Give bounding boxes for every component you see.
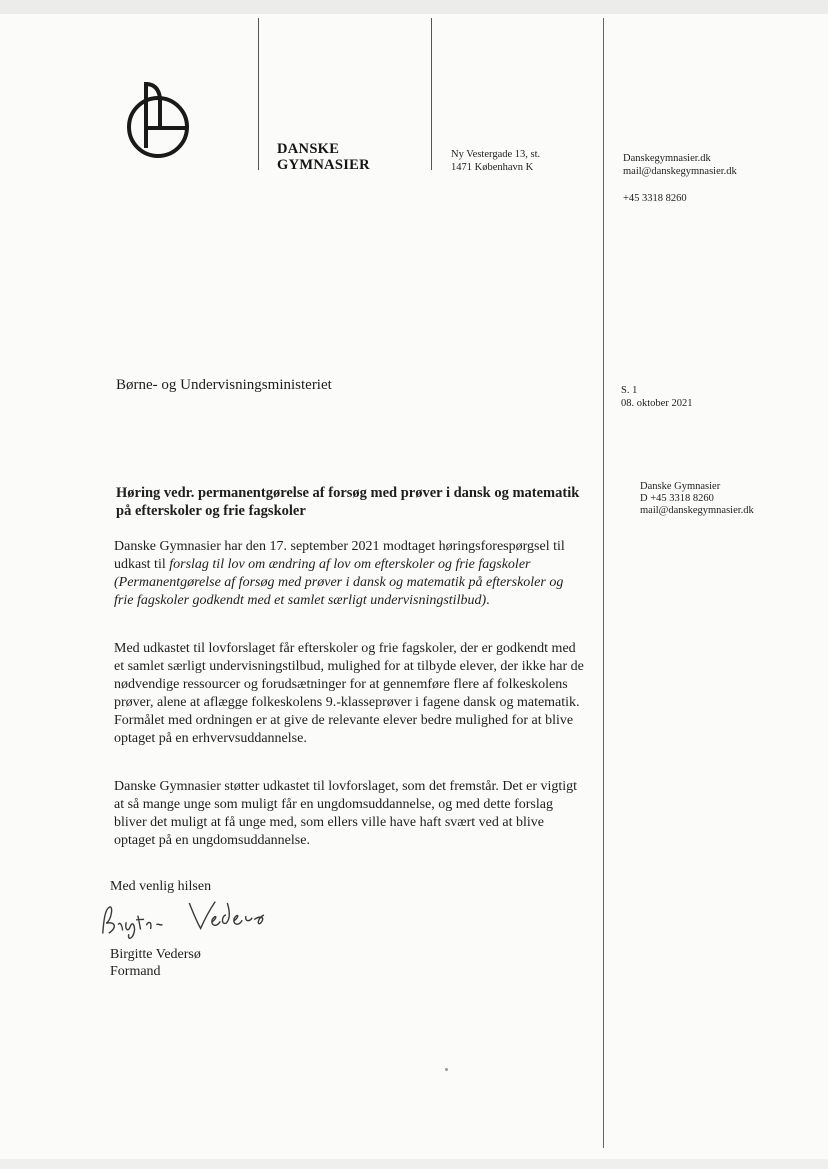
recipient: Børne- og Undervisningsministeriet xyxy=(116,377,332,393)
paragraph-1-end: . xyxy=(486,593,490,608)
sidebar-contact-name: Danske Gymnasier xyxy=(640,481,721,492)
sidebar-contact-email[interactable]: mail@danskegymnasier.dk xyxy=(640,505,754,516)
signature-drawing xyxy=(93,888,285,946)
danske-gymnasier-logo-icon xyxy=(118,78,190,168)
sidebar-rule xyxy=(603,18,604,1148)
signer-block xyxy=(110,946,201,980)
address-line1: Ny Vestergade 13, st. xyxy=(451,149,541,160)
address-line2: 1471 København K xyxy=(451,162,534,173)
sidebar-contact xyxy=(640,481,754,517)
scan-edge-top xyxy=(0,0,828,14)
letter-date: 08. oktober 2021 xyxy=(621,398,693,409)
letter-subject: Høring vedr. permanentgørelse af forsøg med prøver i dansk og matematik på efterskoler og frie fagskoler xyxy=(116,485,580,519)
header-rule-1 xyxy=(258,18,259,170)
signer-name: Birgitte Vedersø xyxy=(110,947,201,962)
header-rule-2 xyxy=(431,18,432,170)
email-link[interactable]: mail@danskegymnasier.dk xyxy=(623,166,737,177)
header-contact xyxy=(623,152,737,205)
handwritten-signature xyxy=(93,888,285,946)
paragraph-1 xyxy=(114,538,584,610)
org-name-line1: DANSKE xyxy=(277,141,340,157)
org-name-line2: GYMNASIER xyxy=(277,157,370,173)
signer-title: Formand xyxy=(110,964,161,979)
sidebar-contact-phone: D +45 3318 8260 xyxy=(640,493,714,504)
phone-number: +45 3318 8260 xyxy=(623,193,687,204)
website-link[interactable]: Danskegymnasier.dk xyxy=(623,153,711,164)
paragraph-1-lead: Danske Gymnasier har den 17. september 2021 modtaget høringsforespørgsel til udkast til xyxy=(114,539,565,572)
org-address xyxy=(451,148,540,174)
paragraph-1-bill-title: forslag til lov om ændring af lov om efterskoler og frie fagskoler (Permanentgørelse af forsøg med prøver i dansk og matematik på efterskoler og frie fagskoler godkendt med et samlet særligt undervisningstilbud) xyxy=(114,557,564,608)
page-number: S. 1 xyxy=(621,385,638,396)
org-name xyxy=(277,141,370,173)
page-meta xyxy=(621,384,692,410)
scan-speck xyxy=(445,1068,448,1071)
scan-edge-bottom xyxy=(0,1159,828,1169)
paragraph-3: Danske Gymnasier støtter udkastet til lovforslaget, som det fremstår. Det er vigtigt at så mange unge som muligt får en ungdomsuddannelse, og med dette forslag bliver det muligt at få unge med, som ellers ville have haft svært ved at blive optaget på en ungdomsuddannelse. xyxy=(114,779,578,848)
paragraph-2: Med udkastet til lovforslaget får efterskoler og frie fagskoler, der er godkendt med et samlet særligt undervisningstilbud, mulighed for at tilbyde elever, der ikke har de nødvendige ressourcer og forudsætninger for at gennemføre flere af folkeskolens prøver, alene at aflægge folkeskolens 9.-klasseprøver i fagene dansk og matematik. Formålet med ordningen er at give de relevante elever bedre mulighed for at blive optaget på en erhvervsuddannelse. xyxy=(114,641,584,746)
closing-greeting: Med venlig hilsen xyxy=(110,879,212,894)
